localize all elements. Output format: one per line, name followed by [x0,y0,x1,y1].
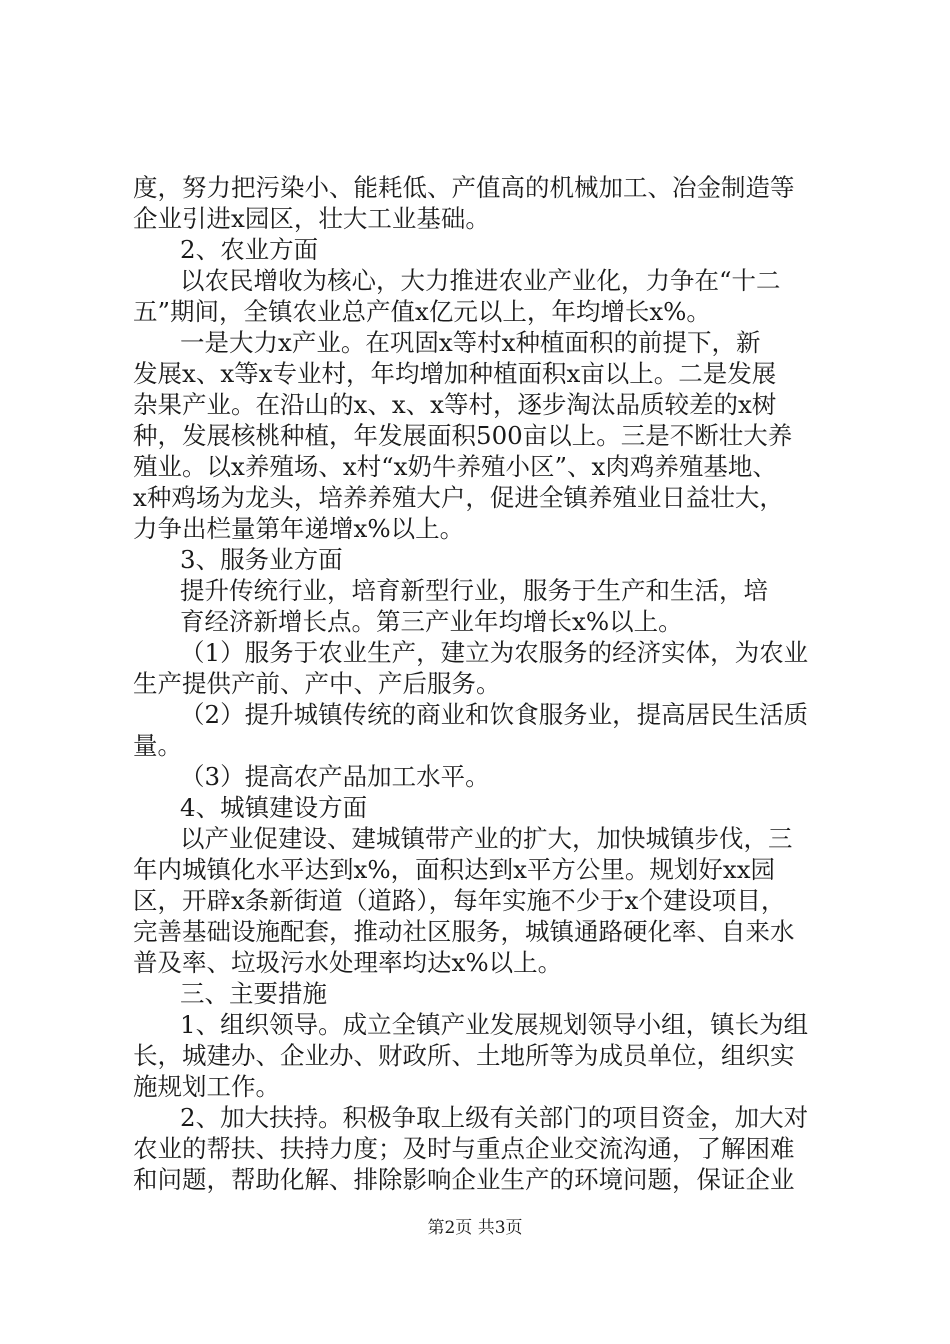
body-line: 力争出栏量第年递增x%以上。 [133,514,465,543]
body-line: （1）服务于农业生产，建立为农服务的经济实体，为农业 [180,638,809,667]
page-number: 第2页 共3页 [427,1218,523,1238]
body-line: 育经济新增长点。第三产业年均增长x%以上。 [180,607,683,636]
body-line: （2）提升城镇传统的商业和饮食服务业，提高居民生活质 [180,700,809,729]
section-heading: 3、服务业方面 [180,545,343,574]
body-line: 企业引进x园区，壮大工业基础。 [133,204,490,233]
body-line: 五”期间，全镇农业总产值x亿元以上，年均增长x%。 [133,297,711,326]
body-line: 一是大力x产业。在巩固x等村x种植面积的前提下，新 [180,328,761,357]
body-line: 生产提供产前、产中、产后服务。 [133,669,501,698]
body-line: 殖业。以x养殖场、x村“x奶牛养殖小区”、x肉鸡养殖基地、 [133,452,777,481]
body-line: 区，开辟x条新街道（道路），每年实施不少于x个建设项目， [133,886,786,915]
body-line: 农业的帮扶、扶持力度；及时与重点企业交流沟通，了解困难 [133,1134,795,1163]
body-line: 2、加大扶持。积极争取上级有关部门的项目资金，加大对 [180,1103,809,1132]
body-line: 和问题，帮助化解、排除影响企业生产的环境问题，保证企业 [133,1165,795,1194]
body-line: x种鸡场为龙头，培养养殖大户，促进全镇养殖业日益壮大， [133,483,784,512]
section-heading: 三、主要措施 [180,979,327,1008]
section-heading: 2、农业方面 [180,235,319,264]
body-line: 1、组织领导。成立全镇产业发展规划领导小组，镇长为组 [180,1010,809,1039]
body-line: 普及率、垃圾污水处理率均达x%以上。 [133,948,563,977]
section-heading: 4、城镇建设方面 [180,793,368,822]
body-line: 度，努力把污染小、能耗低、产值高的机械加工、冶金制造等 [133,173,795,202]
body-line: 种，发展核桃种植，年发展面积500亩以上。三是不断壮大养 [133,421,793,450]
body-line: 施规划工作。 [133,1072,280,1101]
body-line: 完善基础设施配套，推动社区服务，城镇通路硬化率、自来水 [133,917,795,946]
body-line: 以农民增收为核心，大力推进农业产业化，力争在“十二 [180,266,781,295]
body-line: 长，城建办、企业办、财政所、土地所等为成员单位，组织实 [133,1041,795,1070]
body-line: 杂果产业。在沿山的x、x、x等村，逐步淘汰品质较差的x树 [133,390,777,419]
body-line: 提升传统行业，培育新型行业，服务于生产和生活，培 [180,576,768,605]
body-line: 以产业促建设、建城镇带产业的扩大，加快城镇步伐，三 [180,824,793,853]
body-line: 发展x、x等x专业村，年均增加种植面积x亩以上。二是发展 [133,359,777,388]
body-line: 年内城镇化水平达到x%，面积达到x平方公里。规划好xx园 [133,855,776,884]
body-line: （3）提高农产品加工水平。 [180,762,490,791]
body-line: 量。 [133,731,182,760]
